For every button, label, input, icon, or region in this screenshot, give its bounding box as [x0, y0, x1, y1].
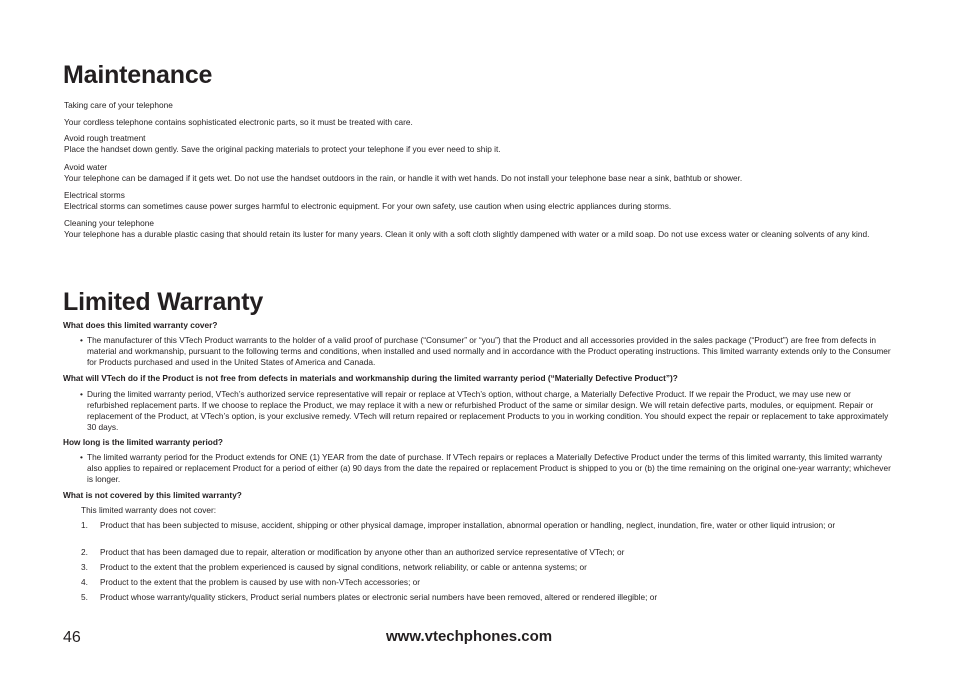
- section-text: Electrical storms can sometimes cause power surges harmful to electronic equipment. For your own safety, use caution when using electric appliances during storms.: [64, 201, 672, 211]
- section-text: Your telephone can be damaged if it gets wet. Do not use the handset outdoors in the rain, or handle it with wet hands. Do not install your telephone base near a sink, bathtub or shower.: [64, 173, 743, 183]
- list-text: Product to the extent that the problem is caused by use with non-VTech accessories; or: [100, 577, 421, 587]
- page-number: 46: [63, 629, 81, 646]
- list-text: Product to the extent that the problem experienced is caused by signal conditions, network reliability, or cable or antenna systems; or: [100, 562, 587, 572]
- warranty-answer: [80, 335, 894, 368]
- warranty-question: How long is the limited warranty period?: [63, 437, 223, 447]
- list-item: [81, 547, 893, 558]
- exclusions-intro: This limited warranty does not cover:: [81, 505, 217, 515]
- answer-text: The limited warranty period for the Product extends for ONE (1) YEAR from the date of purchase. If VTech repairs or replaces a Materially Defective Product under the terms of this limited warranty, this limited warranty also applies to repaired or replacement Product for a period of either (a) 90 days from the date the repaired or replacement Product is shipped to you or (b) the time remaining on the original one-year warranty; whichever is longer.: [87, 452, 891, 484]
- list-text: Product that has been subjected to misuse, accident, shipping or other physical damage, improper installation, abnormal operation or handling, neglect, inundation, fire, water or other liquid intrusion; or: [100, 520, 836, 530]
- section-heading: Cleaning your telephone: [64, 218, 154, 228]
- answer-text: The manufacturer of this VTech Product warrants to the holder of a valid proof of purchase (“Consumer” or “you”) that the Product and all accessories provided in the sales package (“Product”) are free from defects in material and workmanship, pursuant to the following terms and conditions, when installed and used normally and in accordance with the Product operating instructions. This limited warranty extends only to the Consumer for Products purchased and used in the United States of America and Canada.: [87, 335, 891, 367]
- maintenance-section: [64, 218, 894, 240]
- list-item: [81, 520, 893, 531]
- list-text: Product that has been damaged due to repair, alteration or modification by anyone other than an authorized service representative of VTech; or: [100, 547, 625, 557]
- answer-text: During the limited warranty period, VTech’s authorized service representative will repair or replace at VTech’s option, without charge, a Materially Defective Product. If we repair the Product, we may use new or refurbished replacement parts. If we choose to replace the Product, we may replace it with a new or refurbished Product of the same or similar design. We will retain defective parts, modules, or equipment. Repair or replacement of the Product, at VTech’s option, is your exclusive remedy. VTech will return repaired or replacement Products to you in working condition. You should expect the repair or replacement to take approximately 30 days.: [87, 389, 889, 432]
- warranty-question: What does this limited warranty cover?: [63, 320, 218, 330]
- bullet-icon: •: [80, 389, 83, 399]
- warranty-answer: [80, 452, 894, 485]
- section-text: Place the handset down gently. Save the original packing materials to protect your telephone if you ever need to ship it.: [64, 144, 501, 154]
- maintenance-section: [64, 162, 894, 184]
- section-text: Your telephone has a durable plastic casing that should retain its luster for many years. Clean it only with a soft cloth slightly dampened with water or a mild soap. Do not use excess water or cleaning solvents of any kind.: [64, 229, 870, 239]
- list-number: 2.: [81, 547, 88, 557]
- bullet-icon: •: [80, 335, 83, 345]
- maintenance-intro-text: Your cordless telephone contains sophisticated electronic parts, so it must be treated with care.: [64, 117, 413, 127]
- list-number: 5.: [81, 592, 88, 602]
- maintenance-title: Maintenance: [63, 61, 213, 89]
- maintenance-section: [64, 133, 894, 155]
- warranty-answer: [80, 389, 894, 433]
- maintenance-section: [64, 190, 894, 212]
- list-number: 4.: [81, 577, 88, 587]
- maintenance-intro-heading: Taking care of your telephone: [64, 100, 173, 110]
- website-url: www.vtechphones.com: [386, 628, 553, 645]
- list-item: [81, 562, 893, 573]
- list-number: 1.: [81, 520, 88, 530]
- list-number: 3.: [81, 562, 88, 572]
- list-item: [81, 592, 893, 603]
- warranty-title: Limited Warranty: [63, 288, 264, 316]
- warranty-question: What will VTech do if the Product is not free from defects in materials and workmanship during the limited warranty period (“Materially Defective Product”)?: [63, 373, 678, 383]
- section-heading: Electrical storms: [64, 190, 125, 200]
- bullet-icon: •: [80, 452, 83, 462]
- section-heading: Avoid water: [64, 162, 108, 172]
- list-text: Product whose warranty/quality stickers, Product serial numbers plates or electronic serial numbers have been removed, altered or rendered illegible; or: [100, 592, 658, 602]
- warranty-question: What is not covered by this limited warranty?: [63, 490, 242, 500]
- section-heading: Avoid rough treatment: [64, 133, 146, 143]
- list-item: [81, 577, 893, 588]
